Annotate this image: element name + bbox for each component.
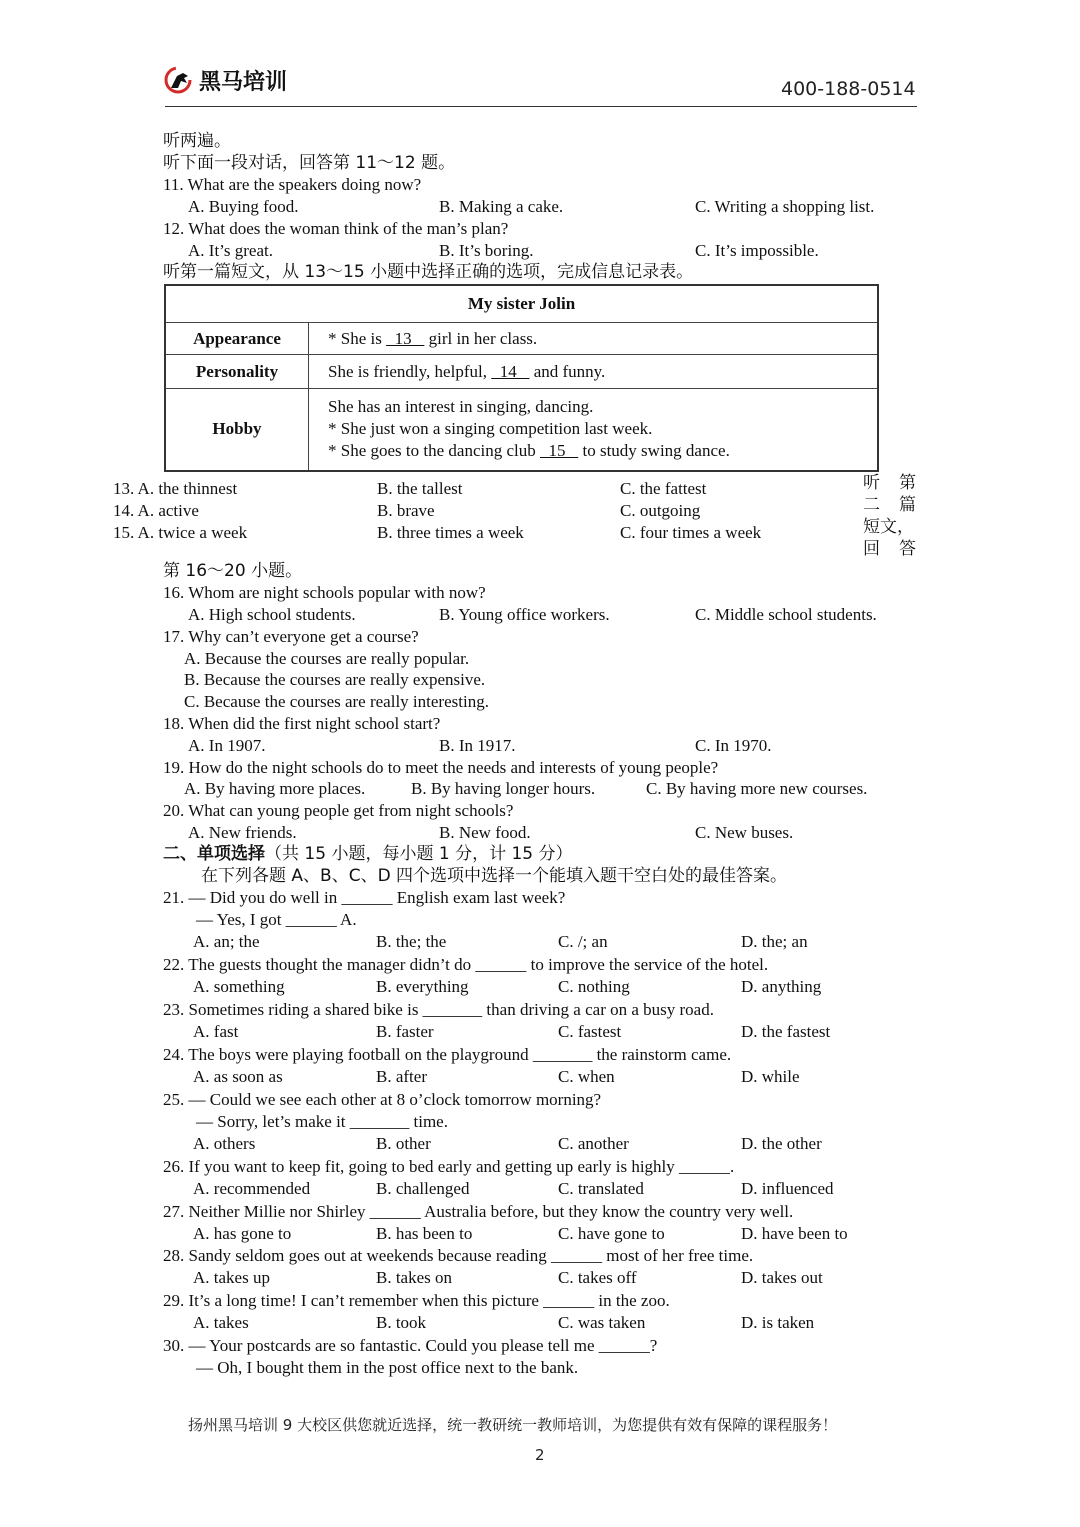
q14-option-b: B. brave (377, 501, 435, 520)
q29-option-d: D. is taken (741, 1313, 815, 1332)
hobby-post: to study swing dance. (578, 441, 730, 461)
q23-option-d: D. the fastest (741, 1022, 831, 1041)
q21-option-c: C. /; an (558, 932, 608, 951)
dialog-instruction: 听下面一段对话，回答第 11～12 题。 (163, 153, 456, 173)
page-number: 2 (535, 1446, 545, 1464)
header-phone: 400-188-0514 (781, 78, 916, 100)
q24-option-b: B. after (376, 1067, 427, 1086)
q23-option-c: C. fastest (558, 1022, 622, 1041)
q25-option-d: D. the other (741, 1134, 822, 1153)
logo-text: 黑马培训 (199, 70, 288, 95)
personality-post: and funny. (529, 361, 606, 381)
q11-option-c: C. Writing a shopping list. (695, 197, 875, 216)
side-note-2b: 篇 (899, 495, 916, 515)
q24-option-c: C. when (558, 1067, 615, 1086)
hobby-value (309, 389, 879, 471)
q11-option-b: B. Making a cake. (439, 197, 564, 216)
q22-option-b: B. everything (376, 977, 469, 996)
appearance-post: girl in her class. (424, 328, 538, 348)
personality-pre: She is friendly, helpful, (328, 361, 492, 381)
q14-option-c: C. outgoing (620, 501, 701, 520)
q28-option-d: D. takes out (741, 1268, 823, 1287)
q26-option-c: C. translated (558, 1179, 644, 1198)
q13-option-a: 13. A. the thinnest (113, 479, 238, 498)
side-note-1b: 第 (899, 473, 916, 493)
q27-option-c: C. have gone to (558, 1224, 665, 1243)
q23-option-a: A. fast (193, 1022, 239, 1041)
q30-stem-2: — Oh, I bought them in the post office next to the bank. (196, 1358, 579, 1377)
q19-option-c: C. By having more new courses. (646, 779, 868, 798)
q27-stem: 27. Neither Millie nor Shirley ______ Australia before, but they know the country very well. (163, 1202, 794, 1221)
q26-option-d: D. influenced (741, 1179, 834, 1198)
footer-slogan: 扬州黑马培训 9 大校区供您就近选择，统一教研统一教师培训，为您提供有效有保障的课程服务！ (188, 1416, 838, 1434)
blank-13: 13 (386, 328, 425, 348)
q27-option-b: B. has been to (376, 1224, 473, 1243)
q13-option-c: C. the fattest (620, 479, 707, 498)
hobby-pre: * She goes to the dancing club (328, 441, 540, 461)
q27-option-d: D. have been to (741, 1224, 848, 1243)
section2-title: 二、单项选择 (163, 844, 265, 864)
q25-option-b: B. other (376, 1134, 431, 1153)
q11-stem: 11. What are the speakers doing now? (163, 175, 422, 194)
q12-stem: 12. What does the woman think of the man’s plan? (163, 219, 509, 238)
q22-stem: 22. The guests thought the manager didn’t do ______ to improve the service of the hotel. (163, 955, 769, 974)
q28-option-b: B. takes on (376, 1268, 453, 1287)
q23-option-b: B. faster (376, 1022, 434, 1041)
hobby-line-1: She has an interest in singing, dancing. (328, 397, 594, 417)
q25-option-c: C. another (558, 1134, 629, 1153)
blank-14: 14 (491, 361, 530, 381)
q18-option-b: B. In 1917. (439, 736, 516, 755)
side-note-2a: 二 (863, 495, 880, 515)
section2-title-note: （共 15 小题，每小题 1 分，计 15 分） (265, 844, 573, 864)
q18-option-a: A. In 1907. (188, 736, 266, 755)
q16-20-instruction: 第 16～20 小题。 (163, 561, 303, 581)
side-note-1a: 听 (863, 473, 880, 493)
q13-option-b: B. the tallest (377, 479, 463, 498)
section2-heading (163, 843, 573, 865)
q14-option-a: 14. A. active (113, 501, 199, 520)
personality-label: Personality (165, 355, 309, 389)
hobby-line-3 (328, 440, 876, 462)
q30-stem: 30. — Your postcards are so fantastic. Could you please tell me ______? (163, 1336, 658, 1355)
appearance-value (309, 323, 879, 355)
q15-option-b: B. three times a week (377, 523, 524, 542)
appearance-label: Appearance (165, 323, 309, 355)
q25-stem-2: — Sorry, let’s make it _______ time. (196, 1112, 448, 1131)
q23-stem: 23. Sometimes riding a shared bike is _______ than driving a car on a busy road. (163, 1000, 714, 1019)
q19-option-a: A. By having more places. (184, 779, 366, 798)
q20-option-c: C. New buses. (695, 823, 794, 842)
q22-option-c: C. nothing (558, 977, 630, 996)
q26-stem: 26. If you want to keep fit, going to bed early and getting up early is highly ______. (163, 1157, 735, 1176)
q22-option-a: A. something (193, 977, 285, 996)
hobby-line-2: * She just won a singing competition last week. (328, 419, 653, 439)
q12-option-c: C. It’s impossible. (695, 241, 819, 260)
header-divider (165, 106, 917, 107)
q18-stem: 18. When did the first night school start? (163, 714, 441, 733)
table-title: My sister Jolin (165, 285, 878, 323)
side-note-3: 短文， (863, 517, 914, 537)
intro-tail: 听两遍。 (163, 131, 231, 151)
hobby-label: Hobby (165, 389, 309, 471)
q28-option-a: A. takes up (193, 1268, 270, 1287)
q21-option-b: B. the; the (376, 932, 447, 951)
q20-option-b: B. New food. (439, 823, 531, 842)
q22-option-d: D. anything (741, 977, 822, 996)
q15-option-c: C. four times a week (620, 523, 762, 542)
q24-stem: 24. The boys were playing football on the playground _______ the rainstorm came. (163, 1045, 732, 1064)
q19-option-b: B. By having longer hours. (411, 779, 596, 798)
q24-option-d: D. while (741, 1067, 800, 1086)
q21-option-d: D. the; an (741, 932, 808, 951)
q11-option-a: A. Buying food. (188, 197, 299, 216)
q26-option-b: B. challenged (376, 1179, 470, 1198)
q20-option-a: A. New friends. (188, 823, 297, 842)
q16-option-c: C. Middle school students. (695, 605, 877, 624)
q21-stem-2: — Yes, I got ______ A. (196, 910, 357, 929)
q29-option-a: A. takes (193, 1313, 249, 1332)
blank-15: 15 (540, 441, 579, 461)
q18-option-c: C. In 1970. (695, 736, 772, 755)
q17-stem: 17. Why can’t everyone get a course? (163, 627, 419, 646)
q25-option-a: A. others (193, 1134, 256, 1153)
q21-option-a: A. an; the (193, 932, 260, 951)
personality-value (309, 355, 879, 389)
q21-stem: 21. — Did you do well in ______ English exam last week? (163, 888, 566, 907)
passage1-instruction: 听第一篇短文，从 13～15 小题中选择正确的选项，完成信息记录表。 (163, 262, 694, 282)
horse-logo-icon (163, 64, 197, 96)
q16-option-a: A. High school students. (188, 605, 356, 624)
q16-option-b: B. Young office workers. (439, 605, 610, 624)
q16-stem: 16. Whom are night schools popular with now? (163, 583, 486, 602)
side-note-4a: 回 (863, 539, 880, 559)
q12-option-a: A. It’s great. (188, 241, 273, 260)
q17-option-a: A. Because the courses are really popular. (184, 649, 470, 668)
q29-option-b: B. took (376, 1313, 427, 1332)
q28-option-c: C. takes off (558, 1268, 637, 1287)
q29-stem: 29. It’s a long time! I can’t remember when this picture ______ in the zoo. (163, 1291, 670, 1310)
q20-stem: 20. What can young people get from night schools? (163, 801, 514, 820)
appearance-pre: * She is (328, 328, 387, 348)
q12-option-b: B. It’s boring. (439, 241, 534, 260)
q15-option-a: 15. A. twice a week (113, 523, 248, 542)
info-record-table (164, 284, 879, 472)
q27-option-a: A. has gone to (193, 1224, 292, 1243)
q24-option-a: A. as soon as (193, 1067, 283, 1086)
q17-option-c: C. Because the courses are really interesting. (184, 692, 489, 711)
q19-stem: 19. How do the night schools do to meet the needs and interests of young people? (163, 758, 719, 777)
side-note-4b: 答 (899, 539, 916, 559)
q25-stem: 25. — Could we see each other at 8 o’clock tomorrow morning? (163, 1090, 602, 1109)
section2-instruction: 在下列各题 A、B、C、D 四个选项中选择一个能填入题干空白处的最佳答案。 (201, 866, 788, 886)
q17-option-b: B. Because the courses are really expensive. (184, 670, 486, 689)
q29-option-c: C. was taken (558, 1313, 646, 1332)
q26-option-a: A. recommended (193, 1179, 311, 1198)
q28-stem: 28. Sandy seldom goes out at weekends because reading ______ most of her free time. (163, 1246, 754, 1265)
